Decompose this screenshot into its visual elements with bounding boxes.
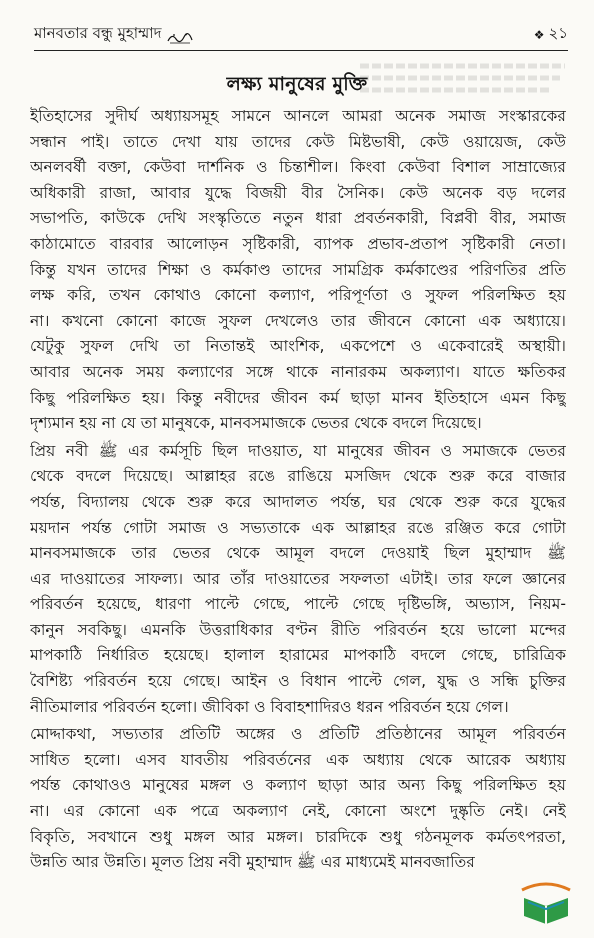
text-line: মানবসমাজকে তার ভেতর থেকে আমূল বদলে দেওয়াই ছিল মুহাম্মাদ ﷺ [30, 544, 566, 563]
text-line: নীতিমালার পরিবর্তন হলো। জীবিকা ও বিবাহশাদিরও ধরন পরিবর্তন হয়ে গেল। [30, 697, 509, 716]
text-line: পরিবর্তন হয়েছে, ধারণা পাল্টে গেছে, পাল্টে গেছে দৃষ্টিভঙ্গি, অভ্যাস, নিয়ম- [30, 595, 566, 614]
text-line: এর দাওয়াতের সাফল্য। আর তাঁর দাওয়াতের সফলতা এটাই। তার ফলে জ্ঞানের [30, 569, 566, 588]
text-line: প্রিয় নবী ﷺ এর কর্মসূচি ছিল দাওয়াত, যা মানুষের জীবন ও সমাজকে ভেতর [30, 441, 566, 460]
salawat-calligraphy-icon [166, 31, 194, 45]
text-line: কানুন সবকিছু। এমনকি উত্তরাধিকার বণ্টন রীতি পরিবর্তন হয়ে ভালো মন্দের [30, 620, 566, 639]
text-line: ময়দান পর্যন্ত গোটা সমাজ ও সভ্যতাকে এক আল্লাহর রঙে রঞ্জিত করে গোটা [30, 518, 566, 537]
text-line: দৃশ্যমান হয় না যে তা মানুষকে, মানবসমাজকে ভেতর থেকে বদলে দিয়েছে। [30, 414, 482, 433]
text-line: অনলবর্ষী বক্তা, কেউবা দার্শনিক ও চিন্তাশীল। কিংবা কেউবা বিশাল সাম্রাজ্যের [30, 158, 566, 177]
chapter-title: লক্ষ্য মানুষের মুক্তি [226, 73, 368, 95]
text-line: লক্ষ করি, তখন কোথাও কোনো কল্যাণ, পরিপূর্ণতা ও সুফল পরিলক্ষিত হয় [30, 286, 566, 305]
article-body [30, 104, 566, 876]
text-line: না। কখনো কোনো কাজে সুফল দেখলেও তার জীবনে কোনো এক অধ্যায়ে। [30, 311, 566, 330]
text-line: আবার অনেক সময় কল্যাণের সঙ্গে থাকে নানারকম অকল্যাণ। যাতে ক্ষতিকর [30, 362, 566, 381]
text-line: পর্যন্ত কোথাওও মানুষের মঙ্গল ও কল্যাণ ছাড়া আর অন্য কিছু পরিলক্ষিত হয় [30, 776, 566, 795]
page-number: ২১ [548, 24, 568, 42]
text-line: মাপকাঠি নির্ধারিত হয়েছে। হালাল হারামের মাপকাঠি বদলে গেছে, চারিত্রিক [30, 646, 566, 665]
text-line: কিন্তু যখন তাদের শিক্ষা ও কর্মকাণ্ড তাদের সামগ্রিক কর্মকাণ্ডের পরিণতির প্রতি [30, 260, 566, 279]
text-line: সভাপতি, কাউকে দেখি সংস্কৃতিতে নতুন ধারা প্রবর্তনকারী, বিপ্লবী বীর, সমাজ [30, 209, 566, 228]
text-line: বৈশিষ্ট্য পরিবর্তন হয়ে গেছে। আইন ও বিধান পাল্টে গেল, যুদ্ধ ও সন্ধি চুক্তির [30, 672, 566, 691]
running-title-text: মানবতার বন্ধু মুহাম্মাদ [34, 24, 162, 42]
text-line: কিছু পরিলক্ষিত হয়। কিন্তু নবীদের জীবন কর্ম ছাড়া মানব ইতিহাসে এমন কিছু [30, 388, 566, 407]
text-line: মোদ্দাকথা, সভ্যতার প্রতিটি অঙ্গের ও প্রতিটি প্রতিষ্ঠানের আমূল পরিবর্তন [30, 725, 566, 744]
page-number-area [534, 22, 568, 50]
text-line: না। এর কোনো এক পত্রে অকল্যাণ নেই, কোনো অংশে দুষ্কৃতি নেই। নেই [30, 802, 566, 821]
running-title [34, 22, 194, 50]
text-line: উন্নতি আর উন্নতি। মূলত প্রিয় নবী মুহাম্মাদ ﷺ এর মাধ্যমেই মানবজাতির [30, 853, 475, 872]
publisher-book-logo-icon [516, 876, 576, 928]
text-line: বিকৃতি, সবখানে শুধু মঙ্গল আর মঙ্গল। চারদিকে শুধু গঠনমূলক কর্মতৎপরতা, [30, 827, 566, 846]
paragraph-2 [30, 439, 566, 721]
text-line: যেটুকু সুফল দেখি তা নিতান্তই আংশিক, একপেশে ও একেবারেই অস্থায়ী। [30, 337, 566, 356]
text-line: অধিকারী রাজা, আবার যুদ্ধে বিজয়ী বীর সৈনিক। কেউ অনেক বড় দলের [30, 183, 566, 202]
text-line: ইতিহাসের সুদীর্ঘ অধ্যায়সমূহ সামনে আনলে আমরা অনেক সমাজ সংস্কারকের [30, 107, 566, 125]
text-line: সাধিত হলো। এসব যাবতীয় পরিবর্তনের এক অধ্যায় থেকে আরেক অধ্যায় [30, 750, 566, 769]
paragraph-1 [30, 104, 566, 437]
text-line: সন্ধান পাই। তাতে দেখা যায় তাদের কেউ মিষ্টভাষী, কেউ ওয়ায়েজ, কেউ [30, 132, 566, 151]
four-diamond-ornament-icon: ❖ [533, 27, 545, 42]
paragraph-3 [30, 722, 566, 876]
text-line: কাঠামোতে বারবার আলোড়ন সৃষ্টিকারী, ব্যাপক প্রভাব-প্রতাপ সৃষ্টিকারী নেতা। [30, 234, 566, 253]
text-line: পর্যন্ত, বিদ্যালয় থেকে শুরু করে আদালত পর্যন্ত, ঘর থেকে শুরু করে যুদ্ধের [30, 492, 566, 511]
text-line: থেকে বদলে দিয়েছে। আল্লাহর রঙে রাঙিয়ে মসজিদ থেকে শুরু করে বাজার [30, 467, 566, 486]
page-header [34, 22, 568, 51]
